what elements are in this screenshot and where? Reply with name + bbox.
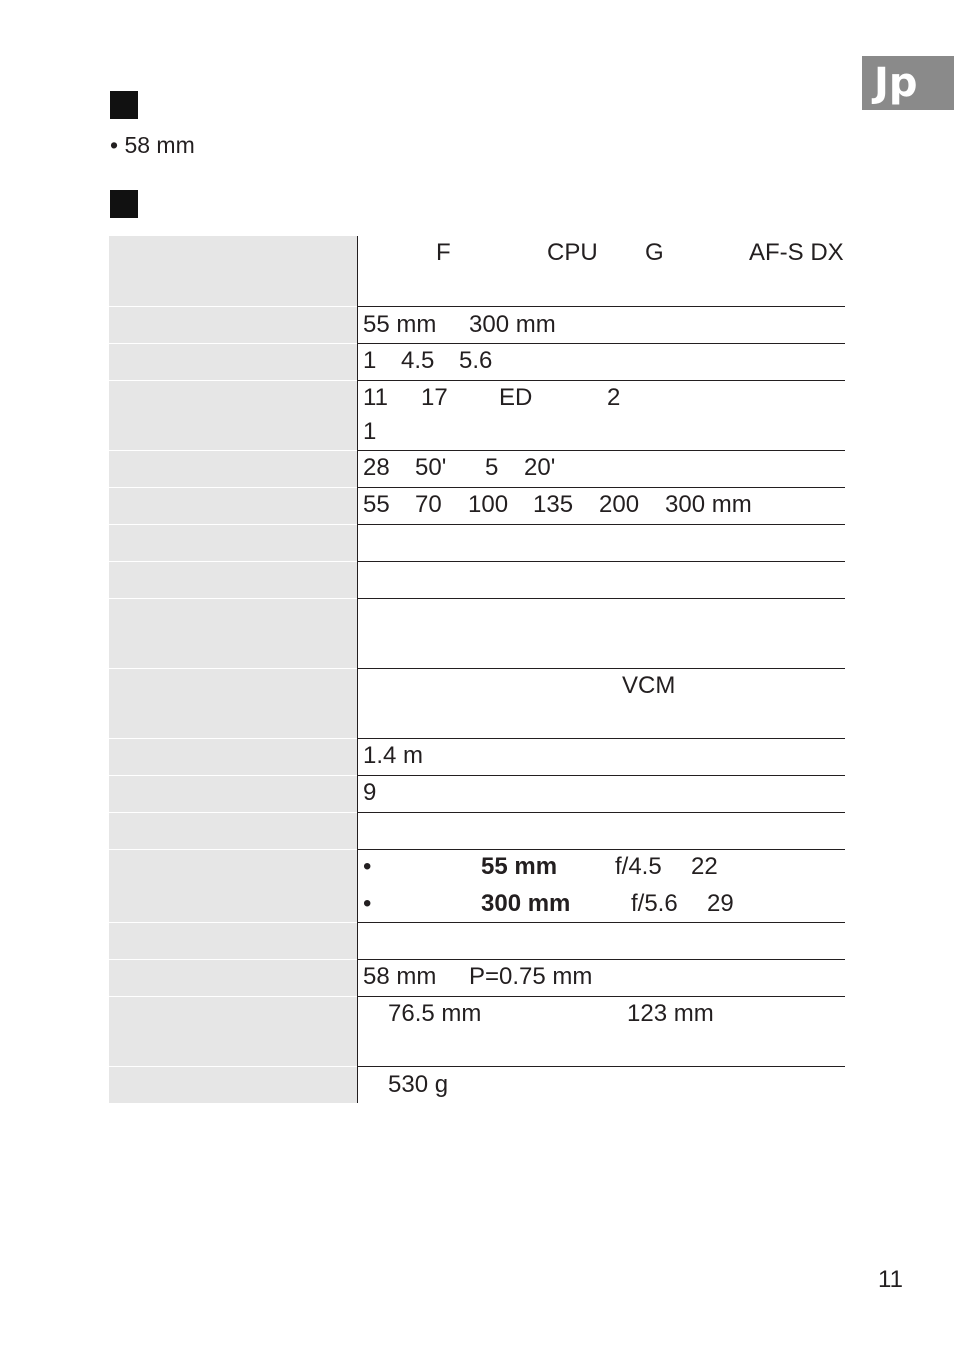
table-row	[109, 561, 845, 598]
spec-text: P=0.75 mm	[469, 962, 593, 990]
spec-text: f/5.6	[631, 889, 678, 917]
spec-text: 76.5 mm	[388, 999, 482, 1027]
specifications-table	[109, 236, 845, 1103]
spec-label-cell	[109, 775, 358, 812]
spec-text: 55 mm	[363, 310, 437, 338]
table-row	[109, 812, 845, 849]
spec-label-cell	[109, 996, 358, 1066]
spec-text: 1	[363, 417, 377, 445]
spec-text: 300 mm	[481, 889, 571, 917]
spec-value-cell	[358, 487, 846, 524]
spec-value-cell	[358, 922, 846, 959]
spec-text: F	[436, 239, 451, 266]
spec-text: 22	[691, 852, 718, 880]
spec-label-cell	[109, 487, 358, 524]
spec-label-cell	[109, 343, 358, 380]
bullet: •	[363, 852, 372, 880]
spec-value-cell	[358, 306, 846, 343]
spec-label-cell	[109, 922, 358, 959]
table-row	[109, 1066, 845, 1103]
spec-value-cell	[358, 996, 846, 1066]
spec-text: 300 mm	[469, 310, 556, 338]
spec-label-cell	[109, 959, 358, 996]
spec-text: 123 mm	[627, 999, 714, 1027]
table-row	[109, 380, 845, 450]
spec-text: 1	[363, 346, 377, 374]
section-marker-accessories	[110, 91, 138, 119]
spec-text: 20'	[524, 453, 556, 481]
table-row	[109, 487, 845, 524]
spec-text: CPU	[547, 239, 598, 266]
spec-text: 55 mm	[481, 852, 558, 880]
spec-label-cell	[109, 380, 358, 450]
spec-label-cell	[109, 450, 358, 487]
spec-value-cell	[358, 343, 846, 380]
spec-text: 50'	[415, 453, 447, 481]
spec-label-cell	[109, 738, 358, 775]
table-row	[109, 996, 845, 1066]
accessory-item: • 58 mm	[110, 132, 195, 158]
spec-text: 530 g	[388, 1070, 449, 1098]
spec-value-cell	[358, 959, 846, 996]
spec-text: VCM	[622, 671, 676, 699]
spec-text: f/4.5	[615, 852, 662, 880]
spec-text: 5.6	[459, 346, 493, 374]
spec-label-cell	[109, 236, 358, 306]
spec-value-cell	[358, 812, 846, 849]
table-row	[109, 849, 845, 922]
spec-text: 29	[707, 889, 734, 917]
spec-text: 4.5	[401, 346, 435, 374]
language-tab: Jp	[862, 56, 954, 110]
spec-text: 135	[533, 490, 574, 518]
spec-value-cell	[358, 561, 846, 598]
spec-text: G	[645, 239, 664, 266]
spec-label-cell	[109, 849, 358, 922]
spec-text: 2	[607, 383, 621, 411]
spec-text: 17	[421, 383, 448, 411]
table-row	[109, 598, 845, 668]
spec-label-cell	[109, 812, 358, 849]
table-row	[109, 524, 845, 561]
table-row	[109, 343, 845, 380]
spec-text: 100	[468, 490, 509, 518]
table-row	[109, 738, 845, 775]
spec-label-cell	[109, 524, 358, 561]
spec-text: 28	[363, 453, 390, 481]
spec-label-cell	[109, 668, 358, 738]
spec-value-cell	[358, 524, 846, 561]
spec-value-cell	[358, 1066, 846, 1103]
spec-text: AF-S DX	[749, 239, 844, 266]
table-row	[109, 922, 845, 959]
table-row	[109, 668, 845, 738]
spec-label-cell	[109, 306, 358, 343]
spec-text: 58 mm	[363, 962, 437, 990]
spec-value-cell	[358, 849, 846, 922]
page-number: 11	[878, 1266, 903, 1293]
spec-value-cell	[358, 380, 846, 450]
bullet: •	[363, 889, 372, 917]
spec-label-cell	[109, 1066, 358, 1103]
table-row	[109, 306, 845, 343]
table-row	[109, 236, 845, 306]
spec-text: 55	[363, 490, 390, 518]
spec-value-cell	[358, 598, 846, 668]
spec-text: 70	[415, 490, 442, 518]
spec-value-cell	[358, 775, 846, 812]
table-row	[109, 959, 845, 996]
spec-text: ED	[499, 383, 533, 411]
section-marker-specifications	[110, 190, 138, 218]
spec-value-cell	[358, 738, 846, 775]
spec-text: 9	[363, 778, 377, 806]
table-row	[109, 450, 845, 487]
spec-text: 300 mm	[665, 490, 752, 518]
spec-text: 1.4 m	[363, 741, 424, 769]
spec-text: 11	[363, 383, 388, 411]
spec-value-cell	[358, 236, 846, 306]
table-row	[109, 775, 845, 812]
spec-text: 200	[599, 490, 640, 518]
spec-label-cell	[109, 598, 358, 668]
spec-value-cell	[358, 668, 846, 738]
spec-value-cell	[358, 450, 846, 487]
spec-label-cell	[109, 561, 358, 598]
spec-text: 5	[485, 453, 499, 481]
